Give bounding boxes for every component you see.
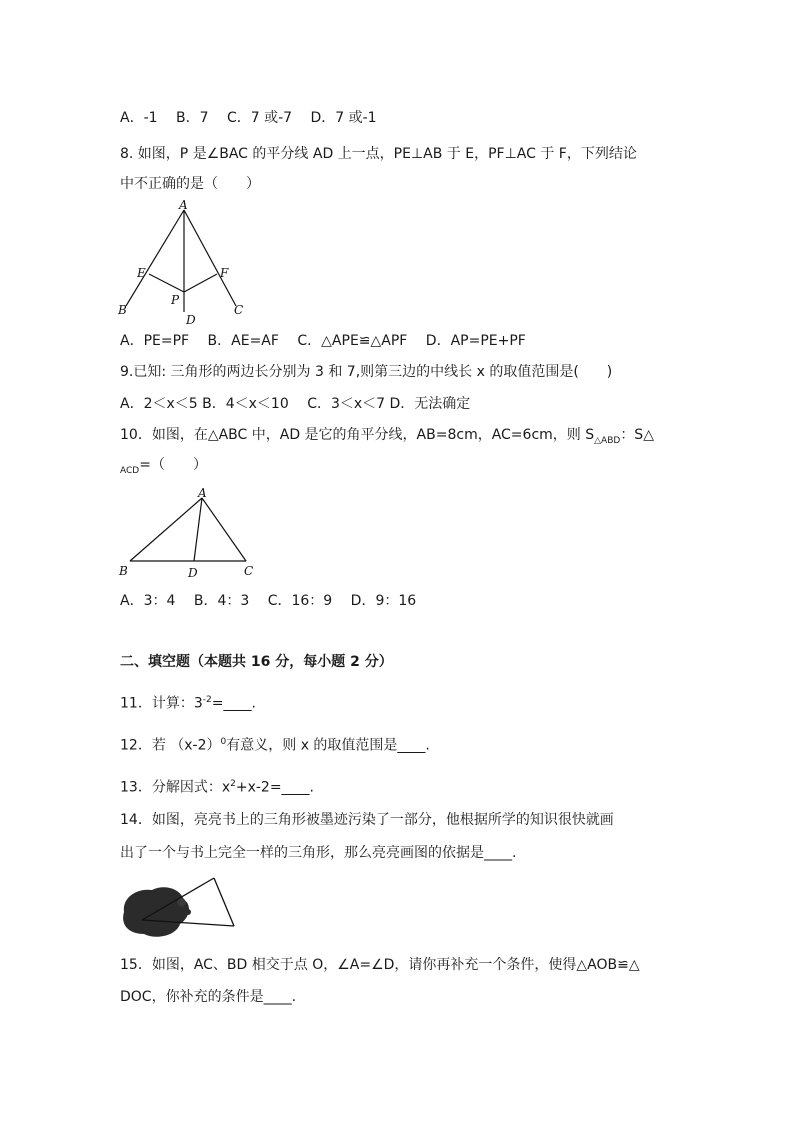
- q8-options: A．PE=PF B．AE=AF C．△APE≌△APF D．AP=PE+PF: [120, 333, 526, 349]
- q8-segment-PF: [184, 274, 217, 292]
- q10-subscript-abd: △ABD: [594, 435, 621, 446]
- q10-label-C: C: [244, 564, 254, 578]
- q14-stem-line1: 14．如图，亮亮书上的三角形被墨迹污染了一部分，他根据所学的知识很快就画: [120, 812, 614, 828]
- q14-stem-line2: 出了一个与书上完全一样的三角形，那么亮亮画图的依据是____.: [120, 845, 517, 861]
- q8-label-F: F: [220, 266, 229, 280]
- q8-label-A: A: [179, 198, 188, 212]
- q10-stem-line2: [120, 455, 207, 481]
- q8-label-P: P: [171, 293, 180, 307]
- q14-triangle-side-right: [214, 878, 234, 926]
- q8-stem-line1: 8. 如图，P 是∠BAC 的平分线 AD 上一点，PE⊥AB 于 E，PF⊥AC 于 F，下列结论: [120, 146, 637, 162]
- q8-segment-AB: [126, 210, 184, 306]
- q12: [120, 732, 430, 756]
- q10-segment-AC: [202, 498, 246, 561]
- q10-segment-AB: [130, 498, 202, 561]
- q10-figure: [116, 484, 260, 580]
- q10-label-A: A: [198, 486, 207, 500]
- q8-label-E: E: [137, 266, 146, 280]
- q8-label-D: D: [186, 313, 196, 326]
- q10-label-B: B: [119, 564, 128, 578]
- q13-post: +x-2=____.: [235, 779, 314, 796]
- q8-label-C: C: [234, 303, 244, 317]
- q13-exponent: 2: [230, 779, 236, 789]
- q15-stem-line2: DOC，你补充的条件是____.: [120, 989, 297, 1005]
- section-2-heading: 二、填空题（本题共 16 分，每小题 2 分）: [120, 654, 393, 670]
- q12-pre: 12．若 （x-2）: [120, 737, 221, 754]
- q11-exponent: -2: [202, 695, 212, 705]
- q14-ink-dot: [185, 909, 191, 915]
- q12-post: 有意义，则 x 的取值范围是____.: [226, 737, 430, 754]
- q10-subscript-acd: ACD: [120, 465, 140, 476]
- q11-pre: 11．计算：3: [120, 695, 203, 712]
- q11: [120, 690, 256, 714]
- q9-options: A．2＜x＜5 B．4＜x＜10 C．3＜x＜7 D．无法确定: [120, 396, 471, 412]
- q12-exponent: 0: [220, 737, 227, 747]
- q8-figure: [116, 198, 250, 326]
- q8-segment-AC: [184, 210, 236, 306]
- q10-stem-tail: ：S△: [620, 427, 654, 443]
- q10-options: A．3：4 B．4：3 C．16：9 D．9：16: [120, 593, 417, 609]
- q10-segment-AD: [194, 498, 202, 561]
- q10-label-D: D: [188, 566, 198, 580]
- q14-figure: [118, 870, 240, 942]
- q15-stem-line1: 15．如图，AC、BD 相交于点 O，∠A=∠D，请你再补充一个条件，使得△AOB≌△: [120, 957, 640, 973]
- q13: [120, 774, 314, 798]
- q8-label-B: B: [118, 303, 127, 317]
- q10-stem-line1: [120, 425, 654, 451]
- q10-stem-line2-rest: =（ ）: [139, 457, 207, 473]
- q8-stem-line2: 中不正确的是（ ）: [120, 176, 260, 192]
- q13-pre: 13．分解因式：x: [120, 779, 231, 796]
- q8-segment-PE: [149, 274, 184, 292]
- q11-post: =____.: [211, 695, 256, 712]
- q9-stem: 9.已知: 三角形的两边长分别为 3 和 7,则第三边的中线长 x 的取值范围是( ): [120, 364, 613, 380]
- q7-options: A．-1 B．7 C．7 或-7 D．7 或-1: [120, 110, 377, 126]
- q10-stem-main: 10．如图，在△ABC 中，AD 是它的角平分线，AB=8cm，AC=6cm，则 S: [120, 427, 595, 443]
